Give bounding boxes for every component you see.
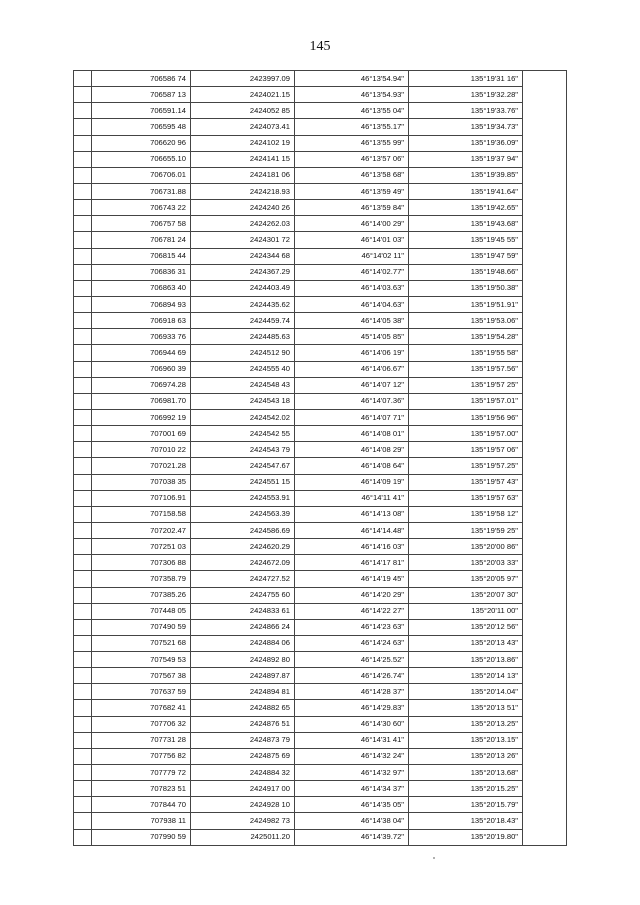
row-marker-cell	[74, 700, 92, 716]
row-marker-cell	[74, 442, 92, 458]
row-marker-cell	[74, 587, 92, 603]
x-coordinate-cell: 707448 05	[92, 603, 191, 619]
latitude-cell: 46°14'05 38"	[295, 313, 409, 329]
y-coordinate-cell: 2424928 10	[191, 797, 295, 813]
row-marker-cell	[74, 151, 92, 167]
y-coordinate-cell: 2424262.03	[191, 216, 295, 232]
row-marker-cell	[74, 119, 92, 135]
y-coordinate-cell: 2424021.15	[191, 87, 295, 103]
longitude-cell: 135°19'53.06"	[409, 313, 523, 329]
row-marker-cell	[74, 345, 92, 361]
table-row	[74, 119, 567, 135]
x-coordinate-cell: 707358.79	[92, 571, 191, 587]
x-coordinate-cell: 707106.91	[92, 490, 191, 506]
table-row	[74, 490, 567, 506]
longitude-cell: 135°19'36.09"	[409, 135, 523, 151]
row-marker-cell	[74, 668, 92, 684]
table-row	[74, 765, 567, 781]
table-row	[74, 377, 567, 393]
table-row	[74, 393, 567, 409]
row-marker-cell	[74, 280, 92, 296]
row-marker-cell	[74, 296, 92, 312]
latitude-cell: 46°14'04.63"	[295, 296, 409, 312]
x-coordinate-cell: 707567 38	[92, 668, 191, 684]
table-row	[74, 135, 567, 151]
y-coordinate-cell: 2424882 65	[191, 700, 295, 716]
latitude-cell: 46°14'02.77"	[295, 264, 409, 280]
x-coordinate-cell: 707001 69	[92, 426, 191, 442]
table-row	[74, 442, 567, 458]
latitude-cell: 46°14'00 29"	[295, 216, 409, 232]
longitude-cell: 135°20'13.15"	[409, 732, 523, 748]
x-coordinate-cell: 706815 44	[92, 248, 191, 264]
table-row	[74, 151, 567, 167]
table-row	[74, 345, 567, 361]
table-row	[74, 700, 567, 716]
table-row	[74, 296, 567, 312]
latitude-cell: 46°14'17 81"	[295, 555, 409, 571]
longitude-cell: 135°19'59 25"	[409, 522, 523, 538]
table-row	[74, 587, 567, 603]
y-coordinate-cell: 2424555 40	[191, 361, 295, 377]
y-coordinate-cell: 2423997.09	[191, 71, 295, 87]
y-coordinate-cell: 2424884 06	[191, 635, 295, 651]
x-coordinate-cell: 707682 41	[92, 700, 191, 716]
longitude-cell: 135°19'57.00"	[409, 426, 523, 442]
x-coordinate-cell: 706743 22	[92, 200, 191, 216]
row-marker-cell	[74, 716, 92, 732]
longitude-cell: 135°20'07 30"	[409, 587, 523, 603]
table-row	[74, 167, 567, 183]
x-coordinate-cell: 707251 03	[92, 539, 191, 555]
y-coordinate-cell: 2424181 06	[191, 167, 295, 183]
x-coordinate-cell: 707158.58	[92, 506, 191, 522]
row-marker-cell	[74, 474, 92, 490]
table-row	[74, 361, 567, 377]
table-row	[74, 232, 567, 248]
latitude-cell: 46°13'57 06"	[295, 151, 409, 167]
table-row	[74, 426, 567, 442]
y-coordinate-cell: 2424485.63	[191, 329, 295, 345]
longitude-cell: 135°20'13 51"	[409, 700, 523, 716]
x-coordinate-cell: 707490 59	[92, 619, 191, 635]
row-marker-cell	[74, 813, 92, 829]
table-row	[74, 748, 567, 764]
table-row	[74, 797, 567, 813]
row-marker-cell	[74, 167, 92, 183]
row-marker-cell	[74, 603, 92, 619]
table-row	[74, 522, 567, 538]
longitude-cell: 135°20'13 26"	[409, 748, 523, 764]
y-coordinate-cell: 2424563.39	[191, 506, 295, 522]
longitude-cell: 135°19'50.38"	[409, 280, 523, 296]
y-coordinate-cell: 2424542 55	[191, 426, 295, 442]
y-coordinate-cell: 2424884 32	[191, 765, 295, 781]
y-coordinate-cell: 2424548 43	[191, 377, 295, 393]
x-coordinate-cell: 706655.10	[92, 151, 191, 167]
longitude-cell: 135°19'48.66"	[409, 264, 523, 280]
table-row	[74, 71, 567, 87]
row-marker-cell	[74, 539, 92, 555]
table-row	[74, 458, 567, 474]
row-marker-cell	[74, 232, 92, 248]
longitude-cell: 135°20'05 97"	[409, 571, 523, 587]
x-coordinate-cell: 706894 93	[92, 296, 191, 312]
y-coordinate-cell: 2424897.87	[191, 668, 295, 684]
latitude-cell: 46°14'03.63"	[295, 280, 409, 296]
x-coordinate-cell: 706757 58	[92, 216, 191, 232]
x-coordinate-cell: 707549 53	[92, 652, 191, 668]
latitude-cell: 46°14'23 63"	[295, 619, 409, 635]
y-coordinate-cell: 2424894 81	[191, 684, 295, 700]
y-coordinate-cell: 2424367.29	[191, 264, 295, 280]
table-row	[74, 474, 567, 490]
table-row	[74, 555, 567, 571]
row-marker-cell	[74, 748, 92, 764]
y-coordinate-cell: 2424892 80	[191, 652, 295, 668]
longitude-cell: 135°19'57 25"	[409, 377, 523, 393]
longitude-cell: 135°19'57 06"	[409, 442, 523, 458]
x-coordinate-cell: 706706.01	[92, 167, 191, 183]
longitude-cell: 135°19'57.56"	[409, 361, 523, 377]
y-coordinate-cell: 2424982 73	[191, 813, 295, 829]
row-marker-cell	[74, 135, 92, 151]
latitude-cell: 46°14'06 19"	[295, 345, 409, 361]
page-number: 145	[309, 39, 331, 54]
row-marker-cell	[74, 506, 92, 522]
latitude-cell: 46°13'58 68"	[295, 167, 409, 183]
y-coordinate-cell: 2424542.02	[191, 409, 295, 425]
row-marker-cell	[74, 393, 92, 409]
coordinates-table-body	[74, 71, 567, 846]
longitude-cell: 135°20'13.68"	[409, 765, 523, 781]
row-marker-cell	[74, 377, 92, 393]
x-coordinate-cell: 706918 63	[92, 313, 191, 329]
table-row	[74, 716, 567, 732]
table-row	[74, 313, 567, 329]
row-marker-cell	[74, 652, 92, 668]
x-coordinate-cell: 706863 40	[92, 280, 191, 296]
x-coordinate-cell: 707385.26	[92, 587, 191, 603]
x-coordinate-cell: 707521 68	[92, 635, 191, 651]
latitude-cell: 46°14'06.67"	[295, 361, 409, 377]
table-row	[74, 603, 567, 619]
x-coordinate-cell: 706781 24	[92, 232, 191, 248]
y-coordinate-cell: 2424873 79	[191, 732, 295, 748]
table-row	[74, 813, 567, 829]
y-coordinate-cell: 2424301 72	[191, 232, 295, 248]
row-marker-cell	[74, 71, 92, 87]
latitude-cell: 46°14'39.72"	[295, 829, 409, 845]
table-row	[74, 635, 567, 651]
longitude-cell: 135°20'13.25"	[409, 716, 523, 732]
y-coordinate-cell: 2424512 90	[191, 345, 295, 361]
latitude-cell: 46°14'07 12"	[295, 377, 409, 393]
x-coordinate-cell: 706981.70	[92, 393, 191, 409]
longitude-cell: 135°20'03 33"	[409, 555, 523, 571]
table-row	[74, 216, 567, 232]
table-row	[74, 409, 567, 425]
row-marker-cell	[74, 619, 92, 635]
x-coordinate-cell: 706960 39	[92, 361, 191, 377]
row-marker-cell	[74, 200, 92, 216]
table-row	[74, 652, 567, 668]
longitude-cell: 135°19'55 58"	[409, 345, 523, 361]
row-marker-cell	[74, 522, 92, 538]
y-coordinate-cell: 2424344 68	[191, 248, 295, 264]
longitude-cell: 135°20'13 43"	[409, 635, 523, 651]
row-marker-cell	[74, 571, 92, 587]
row-marker-cell	[74, 248, 92, 264]
coordinates-table	[73, 70, 567, 846]
latitude-cell: 46°14'07.36"	[295, 393, 409, 409]
longitude-cell: 135°19'58 12"	[409, 506, 523, 522]
longitude-cell: 135°20'12 56"	[409, 619, 523, 635]
x-coordinate-cell: 707779 72	[92, 765, 191, 781]
longitude-cell: 135°19'57 63"	[409, 490, 523, 506]
latitude-cell: 46°14'08 64"	[295, 458, 409, 474]
table-row	[74, 829, 567, 845]
row-marker-cell	[74, 361, 92, 377]
x-coordinate-cell: 707021.28	[92, 458, 191, 474]
longitude-cell: 135°19'39.85"	[409, 167, 523, 183]
latitude-cell: 46°14'35 05"	[295, 797, 409, 813]
row-marker-cell	[74, 635, 92, 651]
x-coordinate-cell: 706974.28	[92, 377, 191, 393]
row-marker-cell	[74, 781, 92, 797]
y-coordinate-cell: 2424102 19	[191, 135, 295, 151]
latitude-cell: 46°14'34 37"	[295, 781, 409, 797]
x-coordinate-cell: 706992 19	[92, 409, 191, 425]
latitude-cell: 45°14'05 85"	[295, 329, 409, 345]
x-coordinate-cell: 706836 31	[92, 264, 191, 280]
latitude-cell: 46°14'24 63"	[295, 635, 409, 651]
latitude-cell: 46°14'20 29"	[295, 587, 409, 603]
longitude-cell: 135°20'00 86"	[409, 539, 523, 555]
y-coordinate-cell: 2424435.62	[191, 296, 295, 312]
latitude-cell: 46°14'29.83"	[295, 700, 409, 716]
y-coordinate-cell: 2424727.52	[191, 571, 295, 587]
longitude-cell: 135°20'19.80"	[409, 829, 523, 845]
table-row	[74, 668, 567, 684]
table-row	[74, 684, 567, 700]
latitude-cell: 46°14'11 41"	[295, 490, 409, 506]
latitude-cell: 46°14'08 01"	[295, 426, 409, 442]
longitude-cell: 135°19'42.65"	[409, 200, 523, 216]
y-coordinate-cell: 2425011.20	[191, 829, 295, 845]
y-coordinate-cell: 2424547.67	[191, 458, 295, 474]
y-coordinate-cell: 2424866 24	[191, 619, 295, 635]
table-row	[74, 183, 567, 199]
longitude-cell: 135°19'54.28"	[409, 329, 523, 345]
latitude-cell: 46°14'25.52"	[295, 652, 409, 668]
latitude-cell: 46°14'26.74"	[295, 668, 409, 684]
latitude-cell: 46°13'55.17"	[295, 119, 409, 135]
y-coordinate-cell: 2424917 00	[191, 781, 295, 797]
latitude-cell: 46°13'55 04"	[295, 103, 409, 119]
x-coordinate-cell: 706933 76	[92, 329, 191, 345]
y-coordinate-cell: 2424543 18	[191, 393, 295, 409]
notes-column-cell	[523, 71, 567, 846]
longitude-cell: 135°19'43.68"	[409, 216, 523, 232]
x-coordinate-cell: 706944 69	[92, 345, 191, 361]
latitude-cell: 46°13'54.93"	[295, 87, 409, 103]
longitude-cell: 135°19'51.91"	[409, 296, 523, 312]
latitude-cell: 46°14'32 24"	[295, 748, 409, 764]
latitude-cell: 46°14'28 37"	[295, 684, 409, 700]
longitude-cell: 135°19'57 43"	[409, 474, 523, 490]
y-coordinate-cell: 2424052 85	[191, 103, 295, 119]
y-coordinate-cell: 2424672.09	[191, 555, 295, 571]
y-coordinate-cell: 2424403.49	[191, 280, 295, 296]
longitude-cell: 135°19'33.76"	[409, 103, 523, 119]
x-coordinate-cell: 706620 96	[92, 135, 191, 151]
latitude-cell: 46°14'19 45"	[295, 571, 409, 587]
x-coordinate-cell: 706731.88	[92, 183, 191, 199]
x-coordinate-cell: 706587 13	[92, 87, 191, 103]
x-coordinate-cell: 706591.14	[92, 103, 191, 119]
table-row	[74, 280, 567, 296]
x-coordinate-cell: 707637 59	[92, 684, 191, 700]
longitude-cell: 135°20'13.86"	[409, 652, 523, 668]
latitude-cell: 46°13'55 99"	[295, 135, 409, 151]
latitude-cell: 46°14'22 27"	[295, 603, 409, 619]
longitude-cell: 135°19'41.64"	[409, 183, 523, 199]
y-coordinate-cell: 2424553.91	[191, 490, 295, 506]
x-coordinate-cell: 707306 88	[92, 555, 191, 571]
y-coordinate-cell: 2424876 51	[191, 716, 295, 732]
y-coordinate-cell: 2424073.41	[191, 119, 295, 135]
latitude-cell: 46°14'32 97"	[295, 765, 409, 781]
y-coordinate-cell: 2424875 69	[191, 748, 295, 764]
table-row	[74, 103, 567, 119]
longitude-cell: 135°19'45 55"	[409, 232, 523, 248]
latitude-cell: 46°14'13 08"	[295, 506, 409, 522]
row-marker-cell	[74, 183, 92, 199]
row-marker-cell	[74, 216, 92, 232]
scan-speck	[433, 857, 435, 859]
longitude-cell: 135°20'14.04"	[409, 684, 523, 700]
x-coordinate-cell: 707038 35	[92, 474, 191, 490]
x-coordinate-cell: 707990 59	[92, 829, 191, 845]
x-coordinate-cell: 707844 70	[92, 797, 191, 813]
latitude-cell: 46°14'14.48"	[295, 522, 409, 538]
table-row	[74, 329, 567, 345]
longitude-cell: 135°19'31 16"	[409, 71, 523, 87]
row-marker-cell	[74, 409, 92, 425]
table-row	[74, 619, 567, 635]
longitude-cell: 135°19'37 94"	[409, 151, 523, 167]
x-coordinate-cell: 707938 11	[92, 813, 191, 829]
table-row	[74, 506, 567, 522]
table-row	[74, 87, 567, 103]
longitude-cell: 135°20'11 00"	[409, 603, 523, 619]
latitude-cell: 46°14'07 71"	[295, 409, 409, 425]
row-marker-cell	[74, 458, 92, 474]
longitude-cell: 135°19'32.28"	[409, 87, 523, 103]
x-coordinate-cell: 706586 74	[92, 71, 191, 87]
row-marker-cell	[74, 732, 92, 748]
row-marker-cell	[74, 555, 92, 571]
longitude-cell: 135°19'47 59"	[409, 248, 523, 264]
row-marker-cell	[74, 87, 92, 103]
longitude-cell: 135°20'15.25"	[409, 781, 523, 797]
x-coordinate-cell: 707823 51	[92, 781, 191, 797]
longitude-cell: 135°19'57.25"	[409, 458, 523, 474]
row-marker-cell	[74, 490, 92, 506]
latitude-cell: 46°14'38 04"	[295, 813, 409, 829]
y-coordinate-cell: 2424586.69	[191, 522, 295, 538]
table-row	[74, 200, 567, 216]
latitude-cell: 46°14'31 41"	[295, 732, 409, 748]
table-row	[74, 571, 567, 587]
longitude-cell: 135°20'15.79"	[409, 797, 523, 813]
table-row	[74, 248, 567, 264]
row-marker-cell	[74, 765, 92, 781]
y-coordinate-cell: 2424459.74	[191, 313, 295, 329]
row-marker-cell	[74, 103, 92, 119]
latitude-cell: 46°13'59 49"	[295, 183, 409, 199]
y-coordinate-cell: 2424240 26	[191, 200, 295, 216]
latitude-cell: 46°14'02 11"	[295, 248, 409, 264]
longitude-cell: 135°19'56 96"	[409, 409, 523, 425]
row-marker-cell	[74, 264, 92, 280]
x-coordinate-cell: 706595 48	[92, 119, 191, 135]
y-coordinate-cell: 2424218.93	[191, 183, 295, 199]
latitude-cell: 46°14'09 19"	[295, 474, 409, 490]
latitude-cell: 46°14'16 03"	[295, 539, 409, 555]
latitude-cell: 46°14'30 60"	[295, 716, 409, 732]
y-coordinate-cell: 2424543 79	[191, 442, 295, 458]
y-coordinate-cell: 2424620.29	[191, 539, 295, 555]
y-coordinate-cell: 2424551 15	[191, 474, 295, 490]
x-coordinate-cell: 707706 32	[92, 716, 191, 732]
y-coordinate-cell: 2424141 15	[191, 151, 295, 167]
longitude-cell: 135°20'18.43"	[409, 813, 523, 829]
x-coordinate-cell: 707731 28	[92, 732, 191, 748]
longitude-cell: 135°19'57.01"	[409, 393, 523, 409]
row-marker-cell	[74, 313, 92, 329]
latitude-cell: 46°14'08 29"	[295, 442, 409, 458]
x-coordinate-cell: 707756 82	[92, 748, 191, 764]
row-marker-cell	[74, 329, 92, 345]
row-marker-cell	[74, 684, 92, 700]
y-coordinate-cell: 2424833 61	[191, 603, 295, 619]
latitude-cell: 46°13'59 84"	[295, 200, 409, 216]
row-marker-cell	[74, 797, 92, 813]
longitude-cell: 135°20'14 13"	[409, 668, 523, 684]
y-coordinate-cell: 2424755 60	[191, 587, 295, 603]
table-row	[74, 732, 567, 748]
latitude-cell: 46°13'54.94"	[295, 71, 409, 87]
table-row	[74, 539, 567, 555]
latitude-cell: 46°14'01 03"	[295, 232, 409, 248]
row-marker-cell	[74, 426, 92, 442]
table-row	[74, 781, 567, 797]
table-row	[74, 264, 567, 280]
x-coordinate-cell: 707010 22	[92, 442, 191, 458]
x-coordinate-cell: 707202.47	[92, 522, 191, 538]
row-marker-cell	[74, 829, 92, 845]
longitude-cell: 135°19'34.73"	[409, 119, 523, 135]
